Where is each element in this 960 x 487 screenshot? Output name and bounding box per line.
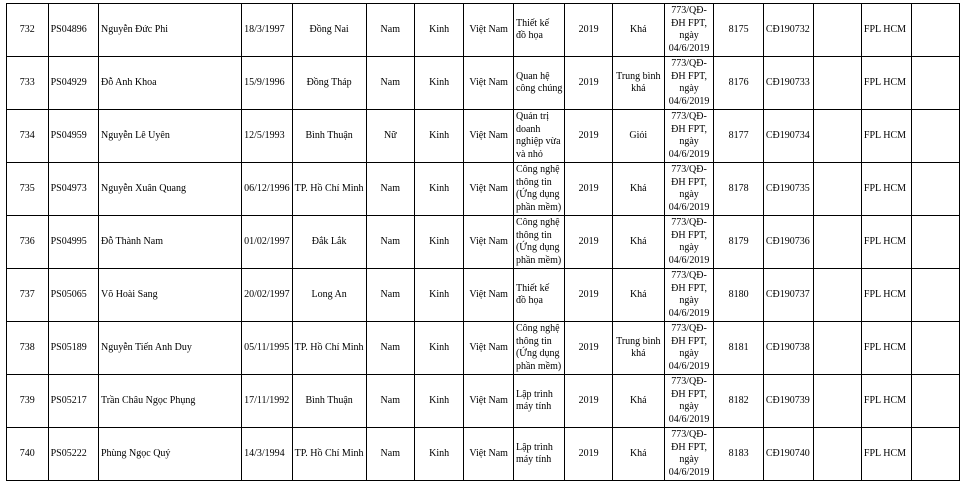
row-number-cell: 740 <box>7 428 49 481</box>
major-cell <box>513 4 564 57</box>
gender-cell: Nữ <box>366 110 414 163</box>
decision-line: ngày <box>679 401 699 412</box>
registry-number-cell: 8180 <box>714 269 763 322</box>
student-code-cell: PS04896 <box>48 4 98 57</box>
table-row <box>7 57 960 110</box>
decision-cell <box>664 163 714 216</box>
decision-line: 04/6/2019 <box>668 201 710 213</box>
grade-cell <box>612 375 664 428</box>
registry-number-cell: 8183 <box>714 428 763 481</box>
birth-date-cell: 20/02/1997 <box>242 269 293 322</box>
grade-line: khá <box>631 83 646 94</box>
grade-cell <box>612 428 664 481</box>
ethnicity-cell: Kinh <box>414 216 463 269</box>
ethnicity-cell: Kinh <box>414 269 463 322</box>
birth-date-cell: 05/11/1995 <box>242 322 293 375</box>
major-line: (Ứng dụng <box>515 189 560 200</box>
school-cell: FPL HCM <box>861 322 911 375</box>
major-line: Thiết kế <box>515 17 550 29</box>
certificate-number-cell: CĐ190740 <box>763 428 813 481</box>
decision-line: ĐH FPT, <box>671 17 708 29</box>
major-line: doanh <box>515 123 541 135</box>
major-line: Lập trình <box>515 441 553 453</box>
decision-cell <box>664 216 714 269</box>
table-row <box>7 375 960 428</box>
decision-line: 04/6/2019 <box>668 360 710 372</box>
major-cell <box>513 57 564 110</box>
row-number-cell: 738 <box>7 322 49 375</box>
graduation-year-cell: 2019 <box>565 269 613 322</box>
table-row <box>7 322 960 375</box>
school-cell: FPL HCM <box>861 428 911 481</box>
student-code-cell: PS05222 <box>48 428 98 481</box>
empty-cell <box>911 322 959 375</box>
decision-cell <box>664 4 714 57</box>
grade-line: Khá <box>629 447 647 459</box>
major-cell <box>513 110 564 163</box>
certificate-number-cell: CĐ190735 <box>763 163 813 216</box>
graduation-year-cell: 2019 <box>565 428 613 481</box>
decision-line: 773/QĐ- <box>671 217 707 228</box>
table-row <box>7 4 960 57</box>
student-code-cell: PS04929 <box>48 57 98 110</box>
major-line: máy tính <box>515 454 552 465</box>
student-code-cell: PS05189 <box>48 322 98 375</box>
grade-cell <box>612 4 664 57</box>
school-cell: FPL HCM <box>861 163 911 216</box>
student-name-cell: Đỗ Thành Nam <box>98 216 241 269</box>
decision-line: 773/QĐ- <box>671 5 707 16</box>
gender-cell: Nam <box>366 216 414 269</box>
decision-line: 04/6/2019 <box>668 148 710 160</box>
major-cell <box>513 163 564 216</box>
gender-cell: Nam <box>366 269 414 322</box>
empty-cell <box>911 163 959 216</box>
registry-number-cell: 8181 <box>714 322 763 375</box>
graduation-year-cell: 2019 <box>565 375 613 428</box>
major-line: Công nghệ <box>515 217 560 228</box>
major-line: Công nghệ <box>515 164 560 175</box>
birth-date-cell: 18/3/1997 <box>242 4 293 57</box>
major-line: đồ họa <box>515 295 543 306</box>
decision-line: 773/QĐ- <box>671 376 707 387</box>
gender-cell: Nam <box>366 428 414 481</box>
empty-cell <box>911 375 959 428</box>
birth-date-cell: 15/9/1996 <box>242 57 293 110</box>
birth-date-cell: 12/5/1993 <box>242 110 293 163</box>
major-cell <box>513 216 564 269</box>
decision-line: ngày <box>679 295 699 306</box>
decision-line: ngày <box>679 189 699 200</box>
row-number-cell: 733 <box>7 57 49 110</box>
grade-cell <box>612 269 664 322</box>
table-row <box>7 163 960 216</box>
major-line: thông tin <box>515 335 552 347</box>
decision-cell <box>664 269 714 322</box>
decision-line: ngày <box>679 454 699 465</box>
school-cell: FPL HCM <box>861 4 911 57</box>
major-cell <box>513 269 564 322</box>
empty-cell <box>813 216 861 269</box>
decision-line: ĐH FPT, <box>671 282 708 294</box>
graduates-table <box>6 3 960 481</box>
decision-line: ĐH FPT, <box>671 123 708 135</box>
empty-cell <box>911 428 959 481</box>
major-line: và nhỏ <box>515 148 543 160</box>
decision-line: 773/QĐ- <box>671 323 707 334</box>
birth-place-cell: TP. Hồ Chí Minh <box>292 322 366 375</box>
ethnicity-cell: Kinh <box>414 57 463 110</box>
decision-line: 04/6/2019 <box>668 466 710 478</box>
nationality-cell: Việt Nam <box>464 57 514 110</box>
gender-cell: Nam <box>366 57 414 110</box>
student-name-cell: Đỗ Anh Khoa <box>98 57 241 110</box>
birth-date-cell: 14/3/1994 <box>242 428 293 481</box>
row-number-cell: 734 <box>7 110 49 163</box>
student-name-cell: Nguyễn Lê Uyên <box>98 110 241 163</box>
decision-line: ngày <box>679 30 699 41</box>
empty-cell <box>813 163 861 216</box>
grade-cell <box>612 57 664 110</box>
nationality-cell: Việt Nam <box>464 375 514 428</box>
graduation-year-cell: 2019 <box>565 163 613 216</box>
nationality-cell: Việt Nam <box>464 216 514 269</box>
major-line: nghiệp vừa <box>515 136 561 147</box>
birth-place-cell: Đắk Lắk <box>292 216 366 269</box>
certificate-number-cell: CĐ190739 <box>763 375 813 428</box>
grade-cell <box>612 216 664 269</box>
row-number-cell: 739 <box>7 375 49 428</box>
decision-cell <box>664 375 714 428</box>
school-cell: FPL HCM <box>861 110 911 163</box>
decision-line: 04/6/2019 <box>668 307 710 319</box>
ethnicity-cell: Kinh <box>414 428 463 481</box>
decision-cell <box>664 57 714 110</box>
decision-cell <box>664 428 714 481</box>
registry-number-cell: 8176 <box>714 57 763 110</box>
nationality-cell: Việt Nam <box>464 110 514 163</box>
birth-place-cell: TP. Hồ Chí Minh <box>292 163 366 216</box>
certificate-number-cell: CĐ190738 <box>763 322 813 375</box>
birth-date-cell: 06/12/1996 <box>242 163 293 216</box>
gender-cell: Nam <box>366 4 414 57</box>
graduation-year-cell: 2019 <box>565 110 613 163</box>
student-code-cell: PS04959 <box>48 110 98 163</box>
decision-line: 773/QĐ- <box>671 429 707 440</box>
school-cell: FPL HCM <box>861 216 911 269</box>
certificate-number-cell: CĐ190733 <box>763 57 813 110</box>
decision-line: 04/6/2019 <box>668 254 710 266</box>
grade-line: Khá <box>629 23 647 35</box>
empty-cell <box>813 375 861 428</box>
grade-cell <box>612 322 664 375</box>
grade-line: Khá <box>629 182 647 194</box>
decision-line: ĐH FPT, <box>671 176 708 188</box>
gender-cell: Nam <box>366 163 414 216</box>
student-name-cell: Nguyễn Đức Phi <box>98 4 241 57</box>
grade-line: Khá <box>629 235 647 247</box>
registry-number-cell: 8179 <box>714 216 763 269</box>
nationality-cell: Việt Nam <box>464 322 514 375</box>
school-cell: FPL HCM <box>861 375 911 428</box>
registry-number-cell: 8177 <box>714 110 763 163</box>
decision-line: ĐH FPT, <box>671 70 708 82</box>
major-line: Lập trình <box>515 388 553 400</box>
ethnicity-cell: Kinh <box>414 322 463 375</box>
decision-line: ngày <box>679 83 699 94</box>
certificate-number-cell: CĐ190732 <box>763 4 813 57</box>
grade-line: Khá <box>629 288 647 300</box>
major-line: phần mềm) <box>515 254 562 266</box>
grade-cell <box>612 110 664 163</box>
empty-cell <box>911 269 959 322</box>
ethnicity-cell: Kinh <box>414 4 463 57</box>
ethnicity-cell: Kinh <box>414 163 463 216</box>
decision-line: 04/6/2019 <box>668 413 710 425</box>
student-code-cell: PS05217 <box>48 375 98 428</box>
student-name-cell: Nguyễn Xuân Quang <box>98 163 241 216</box>
birth-date-cell: 01/02/1997 <box>242 216 293 269</box>
major-line: thông tin <box>515 176 552 188</box>
decision-line: 773/QĐ- <box>671 58 707 69</box>
school-cell: FPL HCM <box>861 57 911 110</box>
nationality-cell: Việt Nam <box>464 4 514 57</box>
decision-line: ĐH FPT, <box>671 441 708 453</box>
major-line: máy tính <box>515 401 552 412</box>
major-line: thông tin <box>515 229 552 241</box>
row-number-cell: 737 <box>7 269 49 322</box>
certificate-number-cell: CĐ190737 <box>763 269 813 322</box>
table-body <box>7 4 960 481</box>
empty-cell <box>911 57 959 110</box>
student-name-cell: Trần Châu Ngọc Phụng <box>98 375 241 428</box>
decision-cell <box>664 110 714 163</box>
school-cell: FPL HCM <box>861 269 911 322</box>
decision-line: ĐH FPT, <box>671 335 708 347</box>
major-line: Quan hệ <box>515 70 550 82</box>
decision-line: 773/QĐ- <box>671 111 707 122</box>
birth-place-cell: Bình Thuận <box>292 110 366 163</box>
ethnicity-cell: Kinh <box>414 110 463 163</box>
major-line: (Ứng dụng <box>515 242 560 253</box>
decision-line: ĐH FPT, <box>671 229 708 241</box>
decision-cell <box>664 322 714 375</box>
student-name-cell: Phùng Ngọc Quý <box>98 428 241 481</box>
empty-cell <box>813 322 861 375</box>
birth-place-cell: TP. Hồ Chí Minh <box>292 428 366 481</box>
decision-line: 773/QĐ- <box>671 164 707 175</box>
major-line: công chúng <box>515 83 563 94</box>
empty-cell <box>911 216 959 269</box>
table-row <box>7 216 960 269</box>
grade-line: Trung bình <box>616 70 661 82</box>
row-number-cell: 735 <box>7 163 49 216</box>
birth-place-cell: Đồng Nai <box>292 4 366 57</box>
registry-number-cell: 8182 <box>714 375 763 428</box>
major-line: Công nghệ <box>515 323 560 334</box>
grade-line: khá <box>631 348 646 359</box>
empty-cell <box>813 428 861 481</box>
empty-cell <box>911 110 959 163</box>
gender-cell: Nam <box>366 375 414 428</box>
empty-cell <box>813 110 861 163</box>
major-cell <box>513 375 564 428</box>
row-number-cell: 736 <box>7 216 49 269</box>
major-line: (Ứng dụng <box>515 348 560 359</box>
graduation-year-cell: 2019 <box>565 322 613 375</box>
graduation-year-cell: 2019 <box>565 57 613 110</box>
ethnicity-cell: Kinh <box>414 375 463 428</box>
student-name-cell: Võ Hoài Sang <box>98 269 241 322</box>
student-code-cell: PS05065 <box>48 269 98 322</box>
empty-cell <box>911 4 959 57</box>
grade-line: Khá <box>629 394 647 406</box>
nationality-cell: Việt Nam <box>464 428 514 481</box>
decision-line: ĐH FPT, <box>671 388 708 400</box>
gender-cell: Nam <box>366 322 414 375</box>
empty-cell <box>813 269 861 322</box>
decision-line: 04/6/2019 <box>668 95 710 107</box>
student-code-cell: PS04995 <box>48 216 98 269</box>
decision-line: 04/6/2019 <box>668 42 710 54</box>
decision-line: ngày <box>679 136 699 147</box>
row-number-cell: 732 <box>7 4 49 57</box>
graduation-year-cell: 2019 <box>565 216 613 269</box>
certificate-number-cell: CĐ190736 <box>763 216 813 269</box>
registry-number-cell: 8175 <box>714 4 763 57</box>
decision-line: ngày <box>679 348 699 359</box>
table-row <box>7 110 960 163</box>
major-line: đồ họa <box>515 30 543 41</box>
nationality-cell: Việt Nam <box>464 269 514 322</box>
major-cell <box>513 428 564 481</box>
grade-line: Trung bình <box>616 335 661 347</box>
graduation-year-cell: 2019 <box>565 4 613 57</box>
empty-cell <box>813 4 861 57</box>
birth-place-cell: Long An <box>292 269 366 322</box>
empty-cell <box>813 57 861 110</box>
birth-place-cell: Bình Thuận <box>292 375 366 428</box>
student-code-cell: PS04973 <box>48 163 98 216</box>
birth-date-cell: 17/11/1992 <box>242 375 293 428</box>
grade-line: Giỏi <box>629 129 648 141</box>
student-name-cell: Nguyễn Tiến Anh Duy <box>98 322 241 375</box>
decision-line: ngày <box>679 242 699 253</box>
registry-number-cell: 8178 <box>714 163 763 216</box>
table-row <box>7 269 960 322</box>
birth-place-cell: Đồng Tháp <box>292 57 366 110</box>
certificate-number-cell: CĐ190734 <box>763 110 813 163</box>
major-cell <box>513 322 564 375</box>
major-line: Thiết kế <box>515 282 550 294</box>
table-row <box>7 428 960 481</box>
major-line: phần mềm) <box>515 201 562 213</box>
major-line: phần mềm) <box>515 360 562 372</box>
grade-cell <box>612 163 664 216</box>
decision-line: 773/QĐ- <box>671 270 707 281</box>
major-line: Quản trị <box>515 111 550 122</box>
nationality-cell: Việt Nam <box>464 163 514 216</box>
